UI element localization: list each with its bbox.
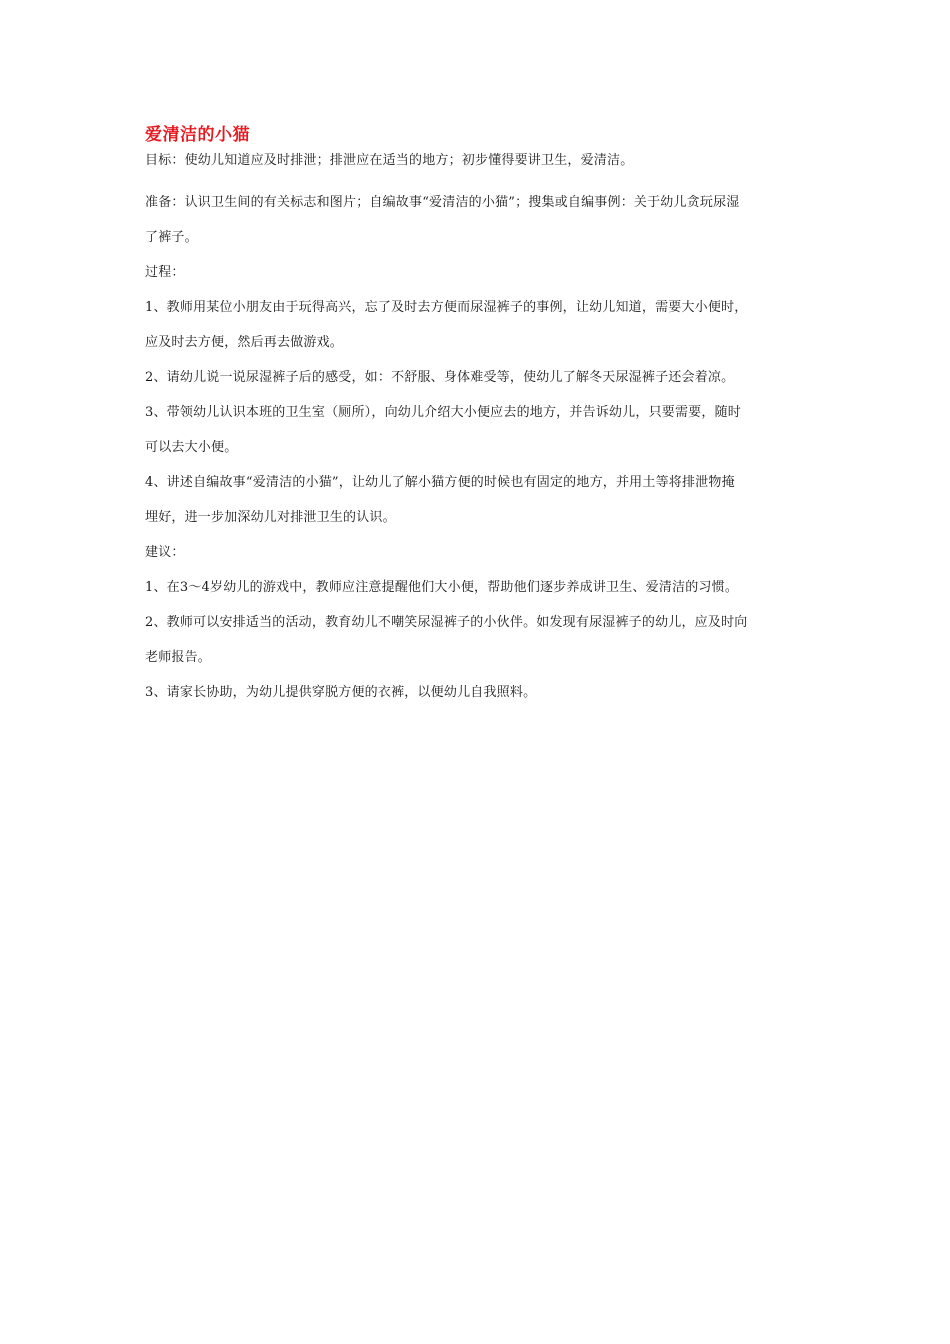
suggestion-2-line-2: 老师报告。 — [145, 650, 212, 665]
process-heading: 过程： — [145, 265, 185, 280]
process-step-3-line-1: 3、带领幼儿认识本班的卫生室（厕所），向幼儿介绍大小便应去的地方，并告诉幼儿，只要需要，随时 — [145, 405, 741, 420]
suggestion-1: 1、在3～4岁幼儿的游戏中，教师应注意提醒他们大小便，帮助他们逐步养成讲卫生、爱清洁的习惯。 — [145, 580, 739, 595]
process-step-4-line-1: 4、讲述自编故事“爱清洁的小猫”，让幼儿了解小猫方便的时候也有固定的地方，并用土等将排泄物掩 — [145, 475, 735, 490]
preparation-line-1: 准备：认识卫生间的有关标志和图片；自编故事“爱清洁的小猫”；搜集或自编事例：关于幼儿贪玩尿湿 — [145, 195, 740, 210]
goal-line: 目标：使幼儿知道应及时排泄；排泄应在适当的地方；初步懂得要讲卫生，爱清洁。 — [145, 153, 634, 168]
suggestion-3: 3、请家长协助，为幼儿提供穿脱方便的衣裤，以便幼儿自我照料。 — [145, 685, 537, 700]
process-step-4-line-2: 埋好，进一步加深幼儿对排泄卫生的认识。 — [145, 510, 396, 525]
document-title: 爱清洁的小猫 — [145, 125, 250, 145]
suggestion-2-line-1: 2、教师可以安排适当的活动，教育幼儿不嘲笑尿湿裤子的小伙伴。如发现有尿湿裤子的幼儿，应及时向 — [145, 615, 748, 630]
process-step-1-line-2: 应及时去方便，然后再去做游戏。 — [145, 335, 344, 350]
process-step-2: 2、请幼儿说一说尿湿裤子后的感受，如：不舒服、身体难受等，使幼儿了解冬天尿湿裤子还会着凉。 — [145, 370, 735, 385]
preparation-line-2: 了裤子。 — [145, 230, 198, 245]
process-step-3-line-2: 可以去大小便。 — [145, 440, 238, 455]
suggestion-heading: 建议： — [145, 545, 185, 560]
process-step-1-line-1: 1、教师用某位小朋友由于玩得高兴，忘了及时去方便而尿湿裤子的事例，让幼儿知道，需要大小便时， — [145, 300, 748, 315]
document-body — [145, 120, 813, 710]
